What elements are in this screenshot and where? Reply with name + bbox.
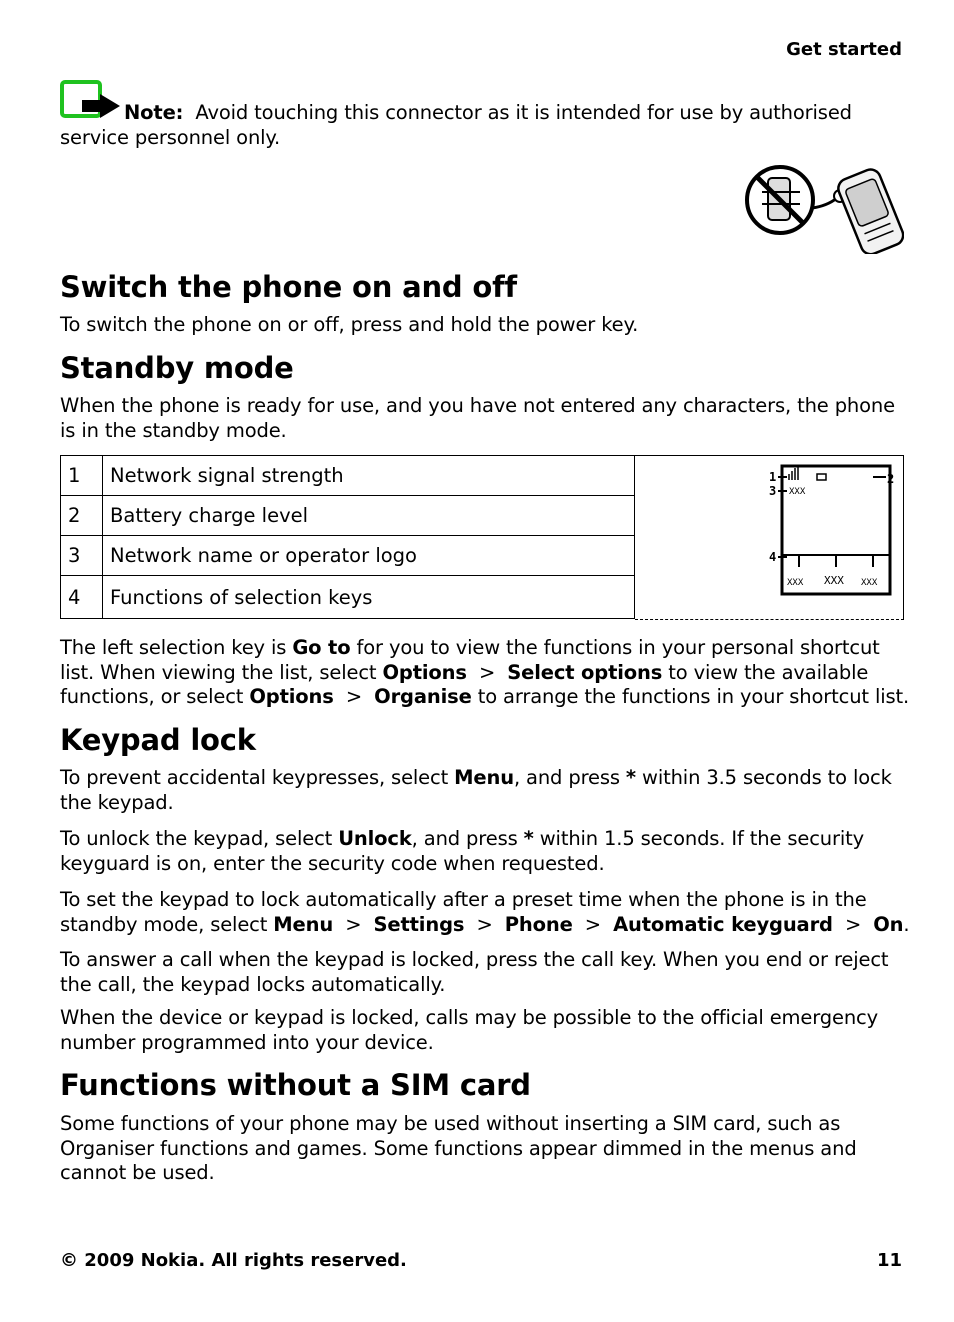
running-header: Get started: [786, 39, 902, 60]
heading-keypad-lock: Keypad lock: [60, 723, 256, 757]
keypad-lock-paragraph-3: To set the keypad to lock automatically after a preset time when the phone is in the standby mode, select Menu > Settings > Phone > Automatic keyguard > On.: [60, 888, 910, 936]
standby-screen-diagram-cell: [635, 455, 904, 620]
note-text: Avoid touching this connector as it is intended for use by authorised service personnel only.: [60, 101, 852, 149]
copyright-notice: © 2009 Nokia. All rights reserved.: [60, 1250, 407, 1271]
callout-2: 2: [887, 472, 895, 486]
selection-key-paragraph: The left selection key is Go to for you to view the functions in your personal shortcut list. When viewing the list, select Options > Select options to view the available functions, or select Options > Organise to arrange the functions in your shortcut list.: [60, 636, 910, 708]
softkey-right: XXX: [861, 578, 878, 588]
item-label: Functions of selection keys: [103, 576, 635, 619]
item-number: 2: [61, 496, 103, 536]
softkey-left: XXX: [787, 578, 804, 588]
operator-name: XXX: [789, 487, 806, 497]
callout-4: 4: [769, 550, 777, 564]
keypad-lock-paragraph-5: When the device or keypad is locked, calls may be possible to the official emergency number programmed into your device.: [60, 1006, 879, 1054]
table-row: [61, 576, 635, 619]
keypad-lock-paragraph-1: To prevent accidental keypresses, select Menu, and press * within 3.5 seconds to lock the keypad.: [60, 766, 892, 814]
item-number: 3: [61, 536, 103, 576]
functions-without-sim-paragraph: Some functions of your phone may be used without inserting a SIM card, such as Organiser functions and games. Some functions appear dimmed in the menus and cannot be used.: [60, 1112, 857, 1184]
item-label: Network name or operator logo: [103, 536, 635, 576]
callout-3: 3: [769, 484, 777, 498]
item-label: Network signal strength: [103, 456, 635, 496]
item-label: Battery charge level: [103, 496, 635, 536]
callout-1: 1: [769, 470, 777, 484]
table-row: [61, 536, 635, 576]
table-row: [61, 456, 635, 496]
note-paragraph: [60, 101, 910, 150]
item-number: 4: [61, 576, 103, 619]
heading-functions-without-sim: Functions without a SIM card: [60, 1068, 531, 1102]
connector-warning-illustration: [742, 162, 904, 254]
switch-phone-paragraph: To switch the phone on or off, press and hold the power key.: [60, 313, 639, 336]
page-number: 11: [876, 1250, 902, 1271]
note-label: Note:: [124, 101, 184, 124]
standby-screen-diagram: [635, 456, 903, 619]
heading-switch-phone: Switch the phone on and off: [60, 270, 517, 304]
softkey-middle: XXX: [824, 574, 844, 587]
table-row: [61, 496, 635, 536]
standby-intro-paragraph: When the phone is ready for use, and you have not entered any characters, the phone is in the standby mode.: [60, 394, 895, 442]
item-number: 1: [61, 456, 103, 496]
standby-indicator-table: [60, 455, 903, 619]
keypad-lock-paragraph-4: To answer a call when the keypad is locked, press the call key. When you end or reject the call, the keypad locks automatically.: [60, 948, 889, 996]
keypad-lock-paragraph-2: To unlock the keypad, select Unlock, and press * within 1.5 seconds. If the security keyguard is on, enter the security code when requested.: [60, 827, 865, 875]
heading-standby-mode: Standby mode: [60, 351, 294, 385]
